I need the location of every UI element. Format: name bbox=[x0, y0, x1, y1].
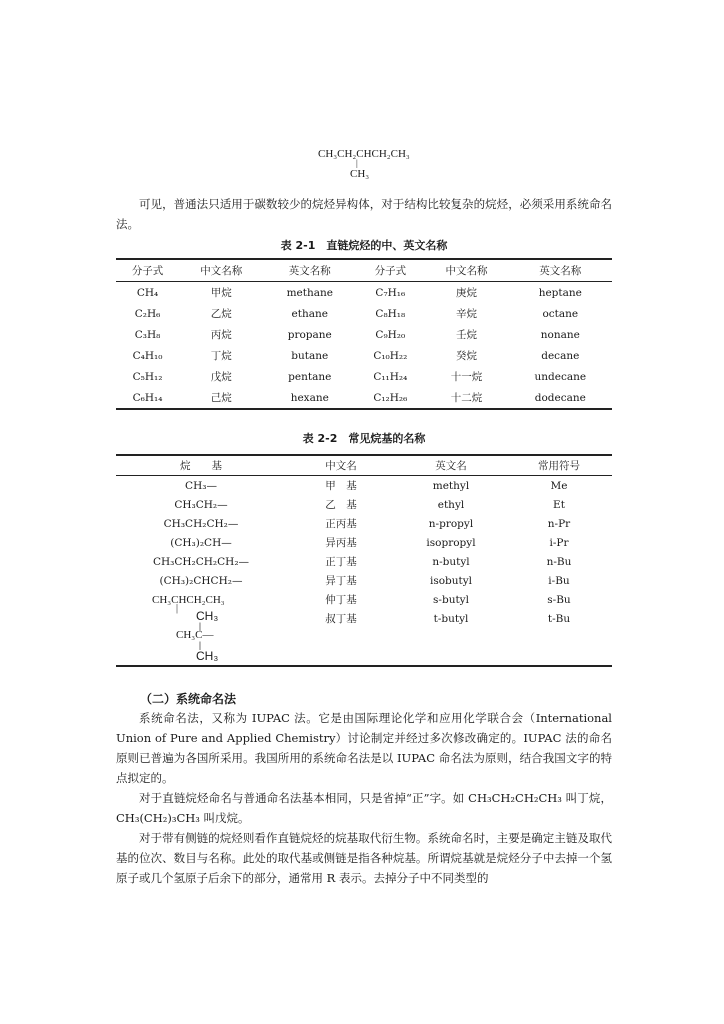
table-row bbox=[116, 282, 612, 304]
table-cell: 己烷 bbox=[210, 392, 232, 404]
table-cell: 丁烷 bbox=[210, 350, 232, 362]
table-cell: decane bbox=[541, 349, 580, 362]
table1-caption: 表 2-1 直链烷烃的中、英文名称 bbox=[280, 239, 448, 252]
table-cell: C₈H₁₈ bbox=[375, 307, 406, 320]
table-cell: 正丙基 bbox=[325, 518, 357, 530]
table-cell: n-butyl bbox=[432, 555, 470, 568]
tbutyl-center: CH₃C— bbox=[176, 629, 214, 641]
table-cell: C₆H₁₄ bbox=[132, 391, 163, 404]
table-row bbox=[116, 324, 612, 345]
table-row bbox=[116, 609, 612, 628]
table-cell: C₁₂H₂₆ bbox=[373, 391, 408, 404]
table-cell: n-propyl bbox=[428, 517, 474, 530]
sbutyl-branch-bond: | bbox=[176, 603, 179, 614]
table-cell: C₁₀H₂₂ bbox=[373, 349, 408, 362]
tbutyl-top-methyl: CH₃ bbox=[196, 609, 219, 623]
table-cell: isobutyl bbox=[429, 574, 473, 587]
table-cell: 十一烷 bbox=[450, 371, 483, 383]
table2-caption: 表 2-2 常见烷基的名称 bbox=[302, 432, 426, 445]
table-cell: 异丙基 bbox=[325, 537, 357, 549]
body-paragraph: 系统命名法，又称为 IUPAC 法。它是由国际理论化学和应用化学联合会（International Union of Pure and Applied Chemistry）讨论制定并经过多次修改确定的。IUPAC 法的命名原则已普遍为各国所采用。我国所用的系统命名法是以 IUPAC 命名法为原则，结合我国文字的特点拟定的。 bbox=[116, 711, 612, 785]
table-cell: 正丁基 bbox=[325, 556, 357, 568]
table-cell: dodecane bbox=[534, 391, 586, 404]
table-cell: 乙 基 bbox=[325, 499, 357, 511]
table-cell: C₄H₁₀ bbox=[132, 349, 163, 362]
table-cell: i-Bu bbox=[548, 574, 570, 587]
table2-bottom-rule bbox=[116, 665, 612, 667]
table-cell: propane bbox=[287, 328, 332, 341]
table-cell: CH₄ bbox=[136, 286, 159, 299]
table-cell: 甲烷 bbox=[210, 287, 232, 299]
table-row bbox=[116, 533, 612, 552]
table1-header-cell: 中文名称 bbox=[445, 265, 488, 277]
table-row bbox=[116, 476, 612, 496]
table-cell: C₇H₁₆ bbox=[375, 286, 406, 299]
table2 bbox=[116, 456, 612, 628]
table-cell: methane bbox=[286, 286, 333, 299]
table1-bottom-rule bbox=[116, 408, 612, 410]
table-cell: CH₃CH₂CH₂CH₂— bbox=[152, 555, 250, 568]
table-cell: (CH₃)₂CHCH₂— bbox=[159, 574, 243, 587]
table1 bbox=[116, 260, 612, 408]
tbutyl-lower-bond: | bbox=[199, 640, 201, 650]
table-row bbox=[116, 571, 612, 590]
table2-header-cell: 常用符号 bbox=[538, 460, 580, 472]
table1-header-cell: 分子式 bbox=[131, 265, 164, 277]
table-cell: (CH₃)₂CH— bbox=[170, 536, 232, 549]
table-cell: 壬烷 bbox=[456, 329, 477, 341]
intro-paragraph: 可见，普通法只适用于碳数较少的烷烃异构体，对于结构比较复杂的烷烃，必须采用系统命名法。 bbox=[116, 197, 612, 231]
table-row bbox=[116, 514, 612, 533]
table-cell: 异丁基 bbox=[325, 575, 357, 587]
table-row bbox=[116, 366, 612, 387]
table-cell: n-Pr bbox=[547, 517, 571, 530]
table-cell: ethane bbox=[291, 307, 328, 320]
section-heading: （二）系统命名法 bbox=[140, 692, 237, 706]
table-cell: 辛烷 bbox=[456, 308, 477, 320]
table-cell: 癸烷 bbox=[456, 350, 477, 362]
table-cell: C₅H₁₂ bbox=[132, 370, 163, 383]
table-cell: t-Bu bbox=[547, 612, 571, 625]
table-cell: methyl bbox=[432, 479, 470, 492]
table2-header-cell: 英文名 bbox=[435, 460, 467, 472]
table1-header-cell: 英文名称 bbox=[539, 265, 582, 277]
table-cell: C₃H₈ bbox=[134, 328, 161, 341]
table-row bbox=[116, 495, 612, 514]
table-cell: butane bbox=[291, 349, 329, 362]
table-cell: ethyl bbox=[437, 498, 465, 511]
table-cell: undecane bbox=[534, 370, 587, 383]
table1-header-cell: 分子式 bbox=[374, 265, 407, 277]
table-cell: CH₃— bbox=[185, 479, 217, 492]
table-cell: s-butyl bbox=[433, 593, 469, 606]
table2-header-row bbox=[116, 456, 612, 476]
table-cell: CH₃CH₂CH₂— bbox=[163, 517, 239, 530]
table-cell: C₂H₆ bbox=[134, 307, 161, 320]
table-cell bbox=[116, 590, 286, 609]
table-cell: 乙烷 bbox=[210, 308, 232, 320]
body-paragraph: 对于带有侧链的烷烃则看作直链烷烃的烷基取代衍生物。系统命名时，主要是确定主链及取代基的位次、数目与名称。此处的取代基或侧链是指各种烷基。所谓烷基就是烷烃分子中去掉一个氢原子或几个氢原子后余下的部分，通常用 R 表示。去掉分子中不同类型的 bbox=[116, 831, 612, 885]
table-cell: isopropyl bbox=[426, 536, 476, 549]
table-row bbox=[116, 552, 612, 571]
table-row bbox=[116, 303, 612, 324]
table-cell: heptane bbox=[538, 286, 582, 299]
sbutyl-structure: CH₃CHCH₂CH₃ bbox=[152, 593, 225, 606]
table2-header-cell: 中文名 bbox=[325, 460, 357, 472]
table-cell: Me bbox=[550, 479, 568, 492]
table-cell: hexane bbox=[290, 391, 329, 404]
table-row bbox=[116, 345, 612, 366]
table-cell: C₉H₂₀ bbox=[375, 328, 406, 341]
table-cell: 丙烷 bbox=[210, 329, 232, 341]
table-cell: C₁₁H₂₄ bbox=[373, 370, 408, 383]
table-cell: pentane bbox=[288, 370, 332, 383]
tbutyl-bottom-methyl: CH₃ bbox=[196, 649, 219, 663]
table-cell: Et bbox=[553, 498, 565, 511]
table-cell: 甲 基 bbox=[325, 480, 357, 492]
top-formula-main: CH₃CH₂CHCH₂CH₃ bbox=[318, 148, 410, 160]
table-cell: CH₃CH₂— bbox=[174, 498, 228, 511]
table-cell: t-butyl bbox=[433, 612, 469, 625]
table-cell: n-Bu bbox=[546, 555, 572, 568]
table-cell: 庚烷 bbox=[456, 287, 477, 299]
table-cell: i-Pr bbox=[549, 536, 569, 549]
table-cell: 戊烷 bbox=[210, 371, 232, 383]
top-formula-branch: CH₃ bbox=[350, 168, 370, 180]
table-cell: nonane bbox=[540, 328, 580, 341]
tbutyl-upper-bond: | bbox=[199, 621, 201, 631]
table-cell: 十二烷 bbox=[450, 392, 483, 404]
table1-header-cell: 英文名称 bbox=[288, 265, 331, 277]
table1-header-cell: 中文名称 bbox=[200, 265, 243, 277]
table-cell: 叔丁基 bbox=[325, 613, 357, 625]
body-paragraph: 对于直链烷烃命名与普通命名法基本相同，只是省掉“正”字。如 CH₃CH₂CH₂CH₃ 叫丁烷，CH₃(CH₂)₃CH₃ 叫戊烷。 bbox=[116, 791, 612, 825]
table-cell: 仲丁基 bbox=[325, 594, 357, 606]
table-row bbox=[116, 387, 612, 408]
table1-header-row bbox=[116, 260, 612, 282]
top-formula-branch-bond: | bbox=[356, 158, 358, 168]
table-row bbox=[116, 590, 612, 609]
table2-header-cell: 烷 基 bbox=[180, 460, 222, 472]
table-cell: octane bbox=[542, 307, 579, 320]
table-cell: s-Bu bbox=[547, 593, 571, 606]
